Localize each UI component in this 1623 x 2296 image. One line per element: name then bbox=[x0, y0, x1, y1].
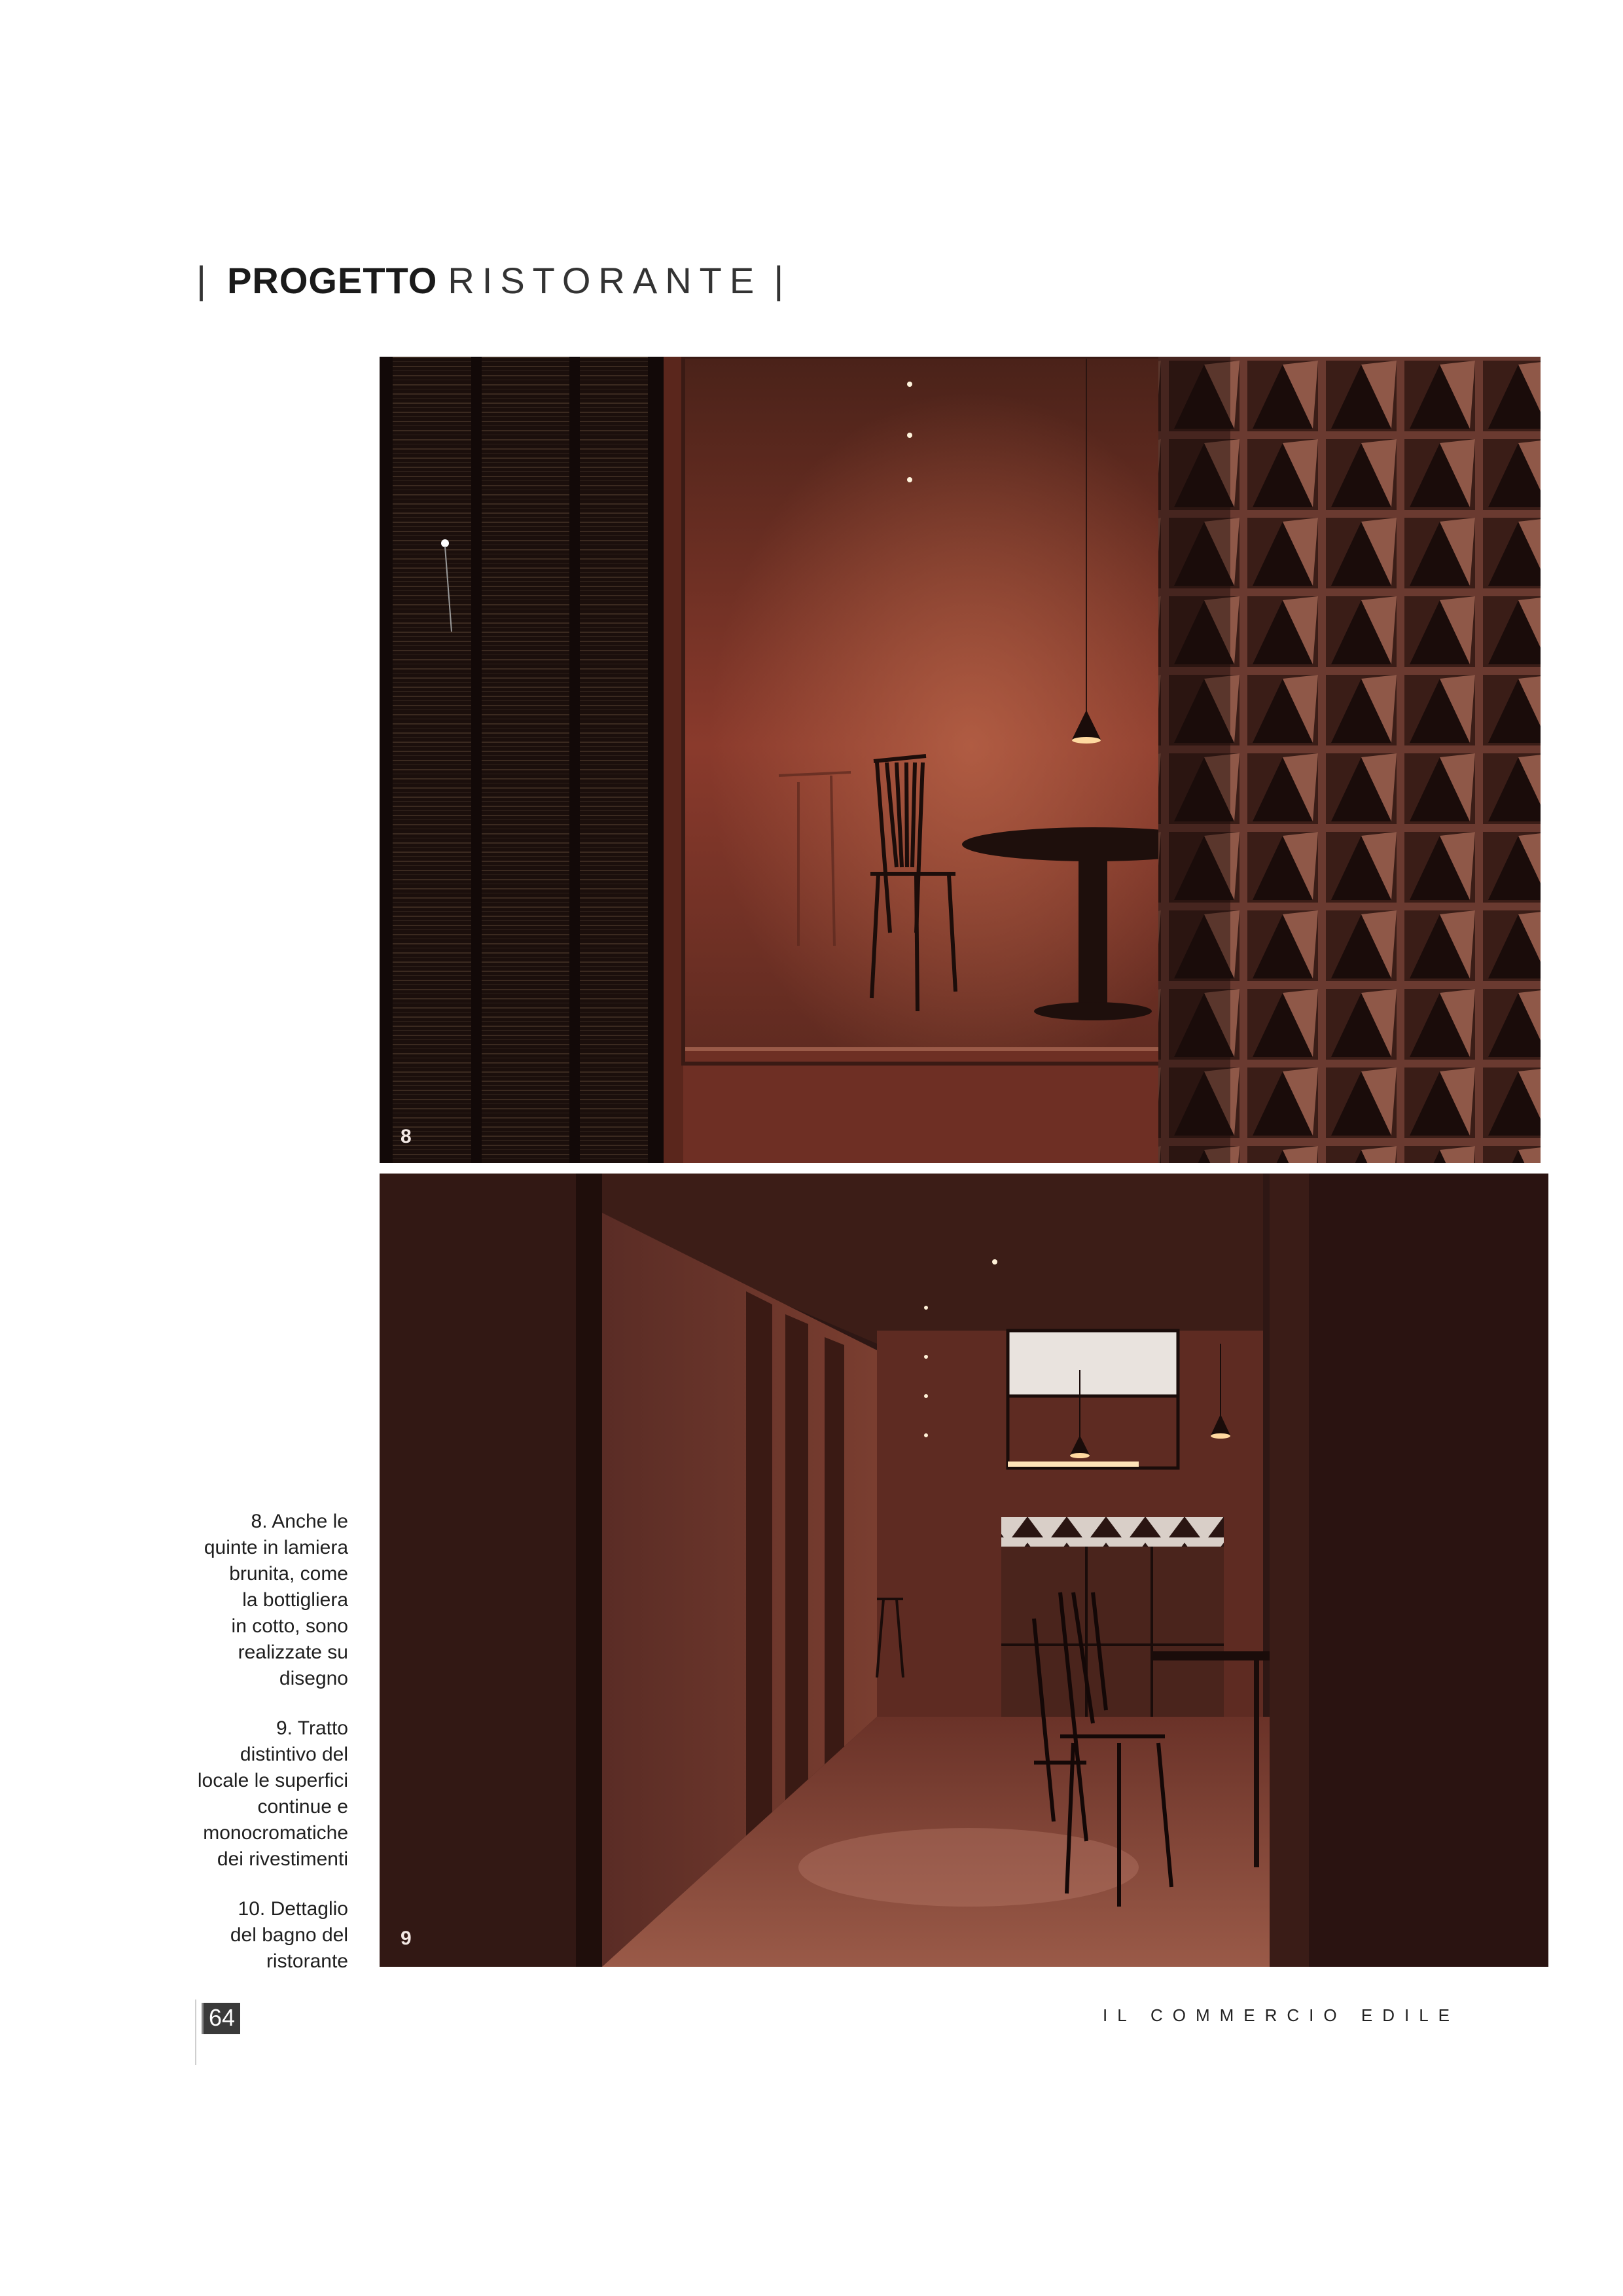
caption-9-line: distintivo del bbox=[240, 1744, 348, 1765]
photo-9-number: 9 bbox=[401, 1928, 412, 1949]
caption-8-line: in cotto, sono bbox=[231, 1615, 348, 1637]
caption-9-line: dei rivestimenti bbox=[217, 1848, 348, 1870]
header-bar-right: | bbox=[774, 259, 785, 302]
caption-8-line: disegno bbox=[279, 1668, 348, 1689]
caption-10 bbox=[171, 1896, 348, 1975]
caption-9 bbox=[171, 1715, 348, 1873]
caption-9-line: 9. Tratto bbox=[276, 1717, 348, 1739]
caption-10-line: del bagno del bbox=[230, 1924, 348, 1946]
photo-captions bbox=[171, 1509, 348, 1998]
photo-8-illustration bbox=[380, 357, 1541, 1163]
caption-8-line: 8. Anche le bbox=[251, 1511, 348, 1532]
photo-8-number: 8 bbox=[401, 1126, 412, 1147]
caption-9-line: monocromatiche bbox=[203, 1822, 348, 1844]
header-section-title: PROGETTO bbox=[227, 260, 438, 301]
caption-10-line: ristorante bbox=[266, 1950, 348, 1972]
magazine-footer: IL COMMERCIO EDILE bbox=[1103, 2005, 1459, 2025]
caption-8 bbox=[171, 1509, 348, 1692]
caption-9-line: continue e bbox=[257, 1796, 348, 1818]
caption-8-line: quinte in lamiera bbox=[204, 1537, 348, 1558]
header-section-subtitle: RISTORANTE bbox=[448, 260, 762, 301]
caption-8-line: brunita, come bbox=[229, 1563, 348, 1585]
page-number-rule bbox=[195, 2000, 196, 2065]
section-header bbox=[196, 259, 785, 302]
page-number: 64 bbox=[202, 2003, 240, 2034]
caption-8-line: realizzate su bbox=[238, 1641, 348, 1663]
photo-9-corridor bbox=[380, 1174, 1548, 1967]
caption-9-line: locale le superfici bbox=[197, 1770, 348, 1791]
caption-8-line: la bottigliera bbox=[242, 1589, 348, 1611]
photo-8-dining-room bbox=[380, 357, 1541, 1163]
photo-9-illustration bbox=[380, 1174, 1548, 1967]
header-bar-left: | bbox=[196, 259, 208, 302]
caption-10-line: 10. Dettaglio bbox=[238, 1898, 348, 1920]
